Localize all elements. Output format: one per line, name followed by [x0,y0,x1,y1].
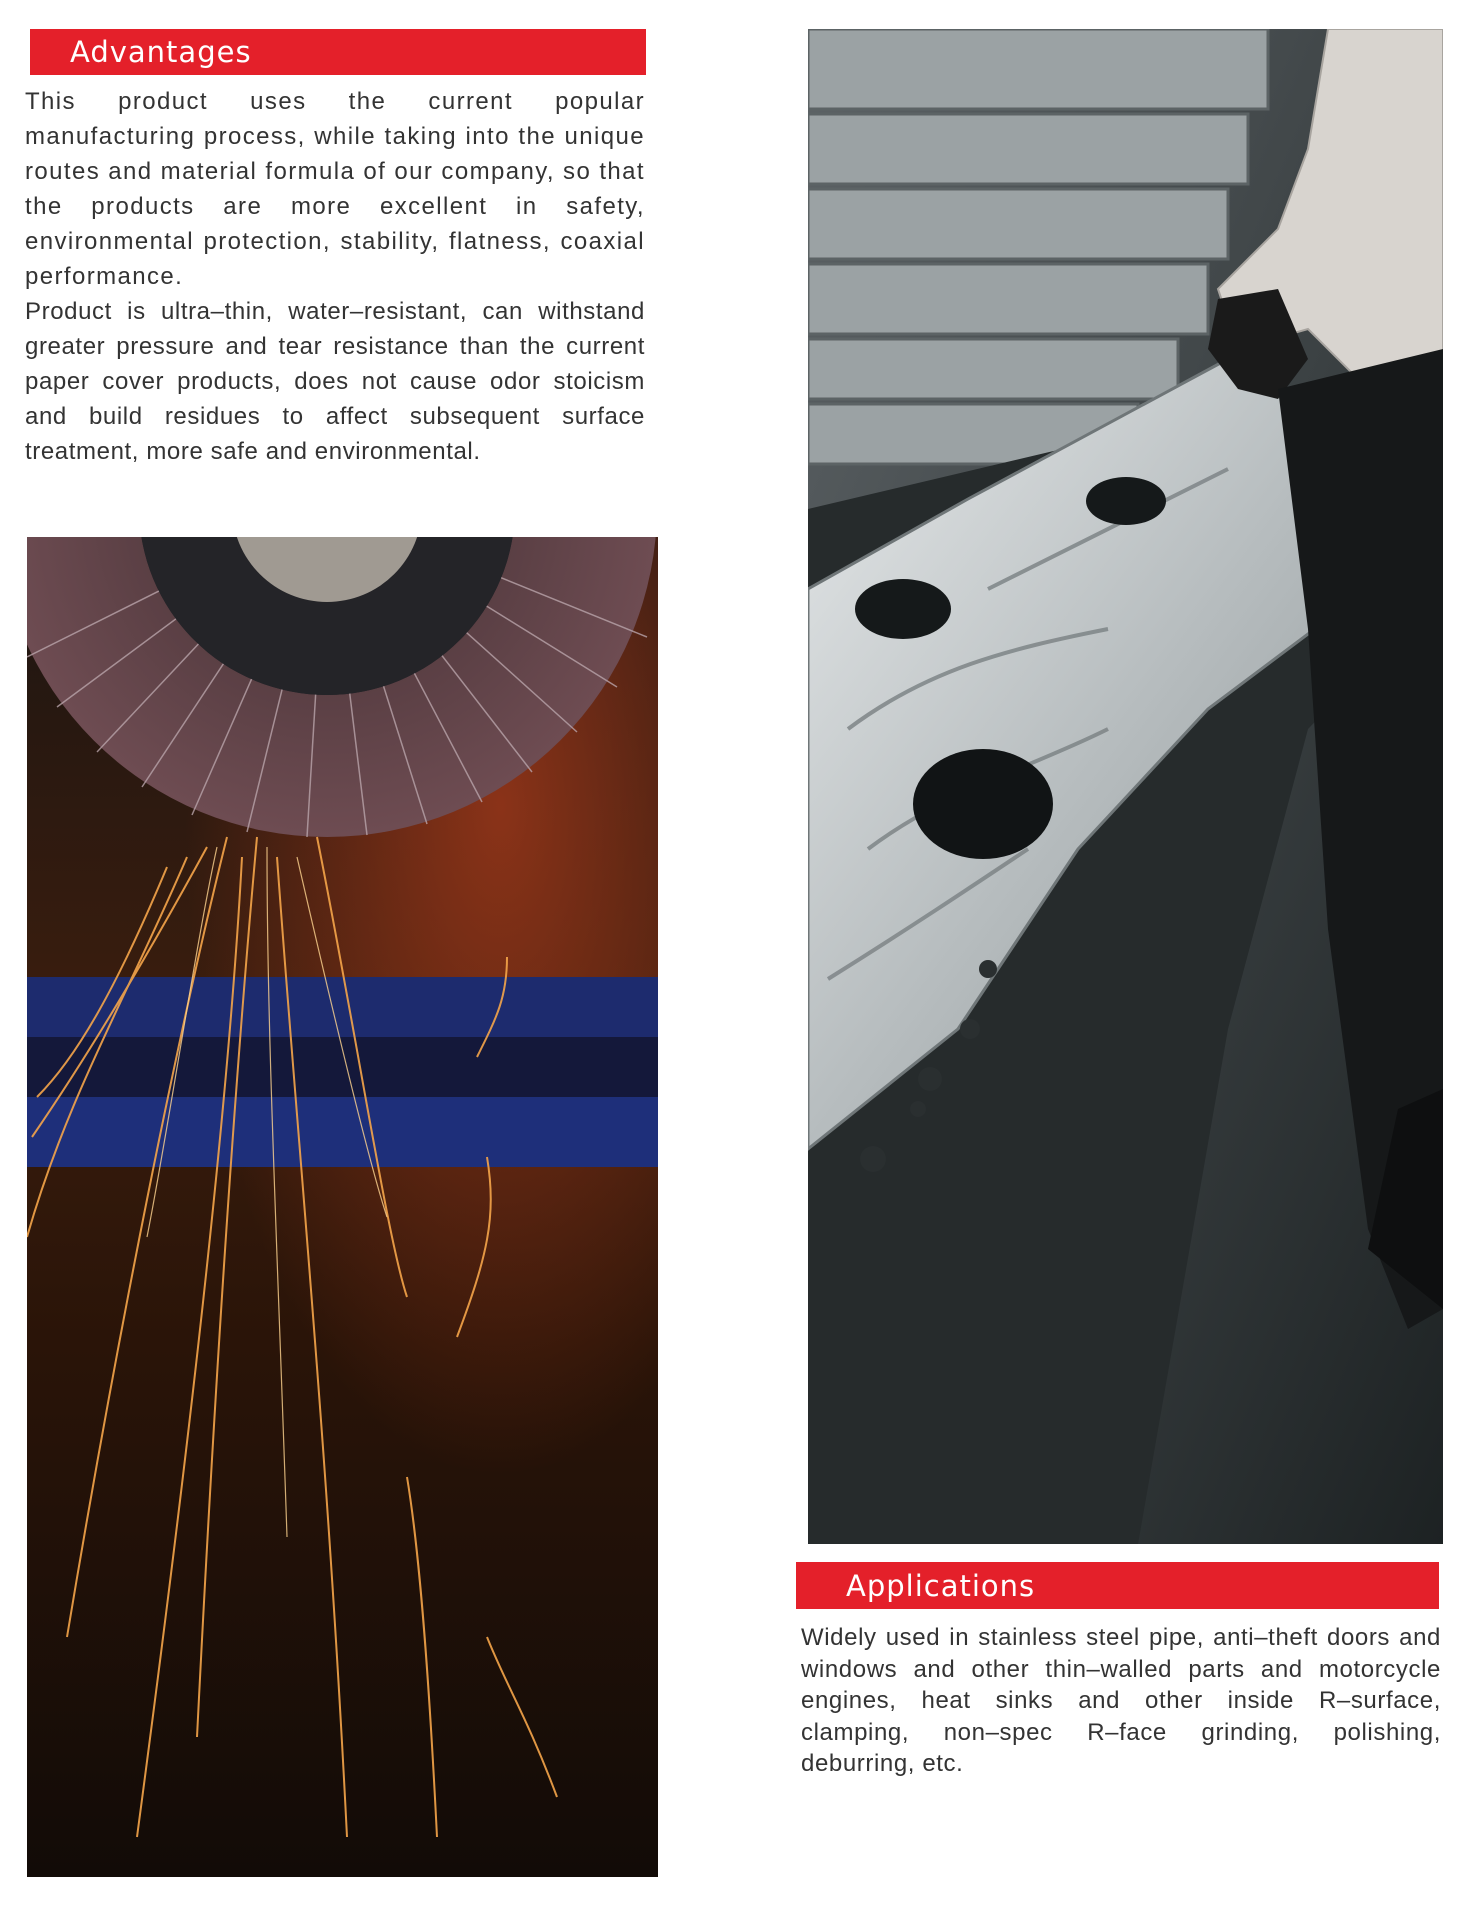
applications-heading [796,1562,1439,1609]
flap-disc-grinding-photo [27,537,658,1877]
advantages-heading [30,29,646,75]
advantages-paragraph-2: Product is ultra–thin, water–resistant, can withstand greater pressure and tear resistance than the current paper cover products, does not cause odor stoicism and build residues to affect subsequent surface treatment, more safe and environmental. [25,298,645,465]
advantages-paragraph-1: This product uses the current popular manufacturing process, while taking into the unique routes and material formula of our company, so that the products are more excellent in safety, environmental protection, stability, flatness, coaxial performance. [25,88,645,290]
advantages-title: Advantages [70,35,252,69]
advantages-body [25,84,645,469]
applications-title: Applications [846,1568,1036,1603]
factory-castings-photo [808,29,1443,1544]
applications-paragraph: Widely used in stainless steel pipe, anti–theft doors and windows and other thin–walled parts and motorcycle engines, heat sinks and other inside R–surface, clamping, non–spec R–face grinding, polishing, deburring, etc. [801,1624,1441,1777]
